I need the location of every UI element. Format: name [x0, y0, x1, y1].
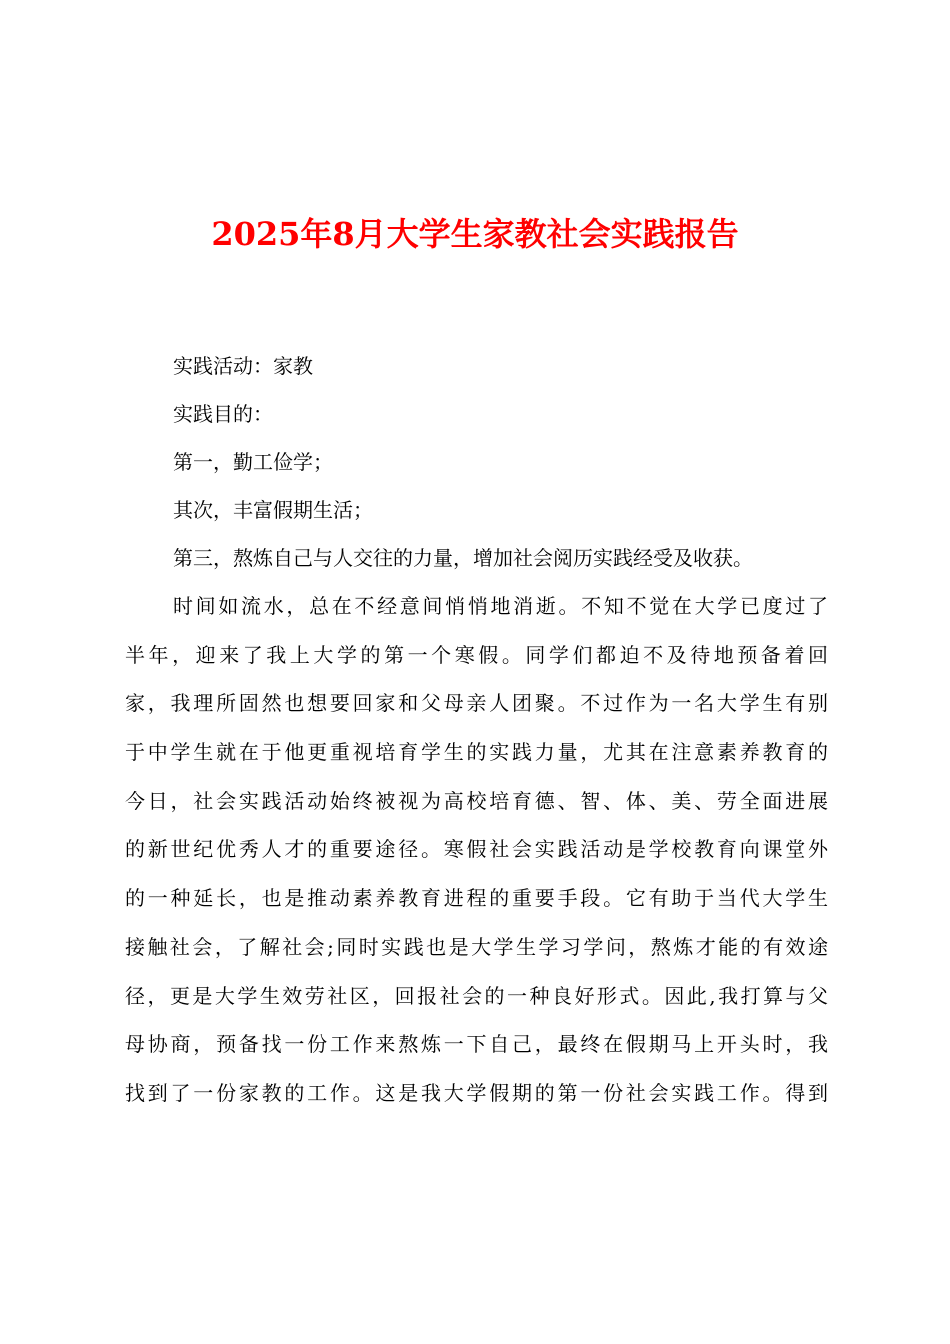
body-paragraph	[125, 582, 830, 1118]
body-line: 的一种延长，也是推动素养教育进程的重要手段。它有助于当代大学生	[125, 886, 830, 911]
body-line: 找到了一份家教的工作。这是我大学假期的第一份社会实践工作。得到	[125, 1080, 830, 1105]
body-line: 今日，社会实践活动始终被视为高校培育德、智、体、美、劳全面进展	[125, 788, 830, 813]
body-line: 时间如流水，总在不经意间悄悄地消逝。不知不觉在大学已度过了	[173, 594, 830, 618]
body-line: 半年，迎来了我上大学的第一个寒假。同学们都迫不及待地预备着回	[125, 642, 830, 667]
body-line: 母协商，预备找一份工作来熬炼一下自己，最终在假期马上开头时，我	[125, 1032, 830, 1057]
document-title: 2025年8月大学生家教社会实践报告	[211, 215, 739, 253]
body-line: 接触社会，了解社会;同时实践也是大学生学习学问，熬炼才能的有效途	[125, 934, 830, 959]
practice-activity-line: 实践活动：家教	[173, 354, 313, 378]
body-line: 径，更是大学生效劳社区，回报社会的一种良好形式。因此,我打算与父	[125, 983, 830, 1008]
purpose-item-second: 其次，丰富假期生活；	[173, 498, 373, 522]
practice-purpose-line: 实践目的：	[173, 402, 273, 426]
purpose-item-third: 第三，熬炼自己与人交往的力量，增加社会阅历实践经受及收获。	[173, 546, 753, 570]
body-line: 家，我理所固然也想要回家和父母亲人团聚。不过作为一名大学生有别	[125, 691, 830, 716]
body-line: 的新世纪优秀人才的重要途径。寒假社会实践活动是学校教育向课堂外	[125, 837, 830, 862]
purpose-item-first: 第一，勤工俭学；	[173, 450, 333, 474]
body-line: 于中学生就在于他更重视培育学生的实践力量，尤其在注意素养教育的	[125, 740, 830, 765]
document-content	[125, 342, 830, 1118]
